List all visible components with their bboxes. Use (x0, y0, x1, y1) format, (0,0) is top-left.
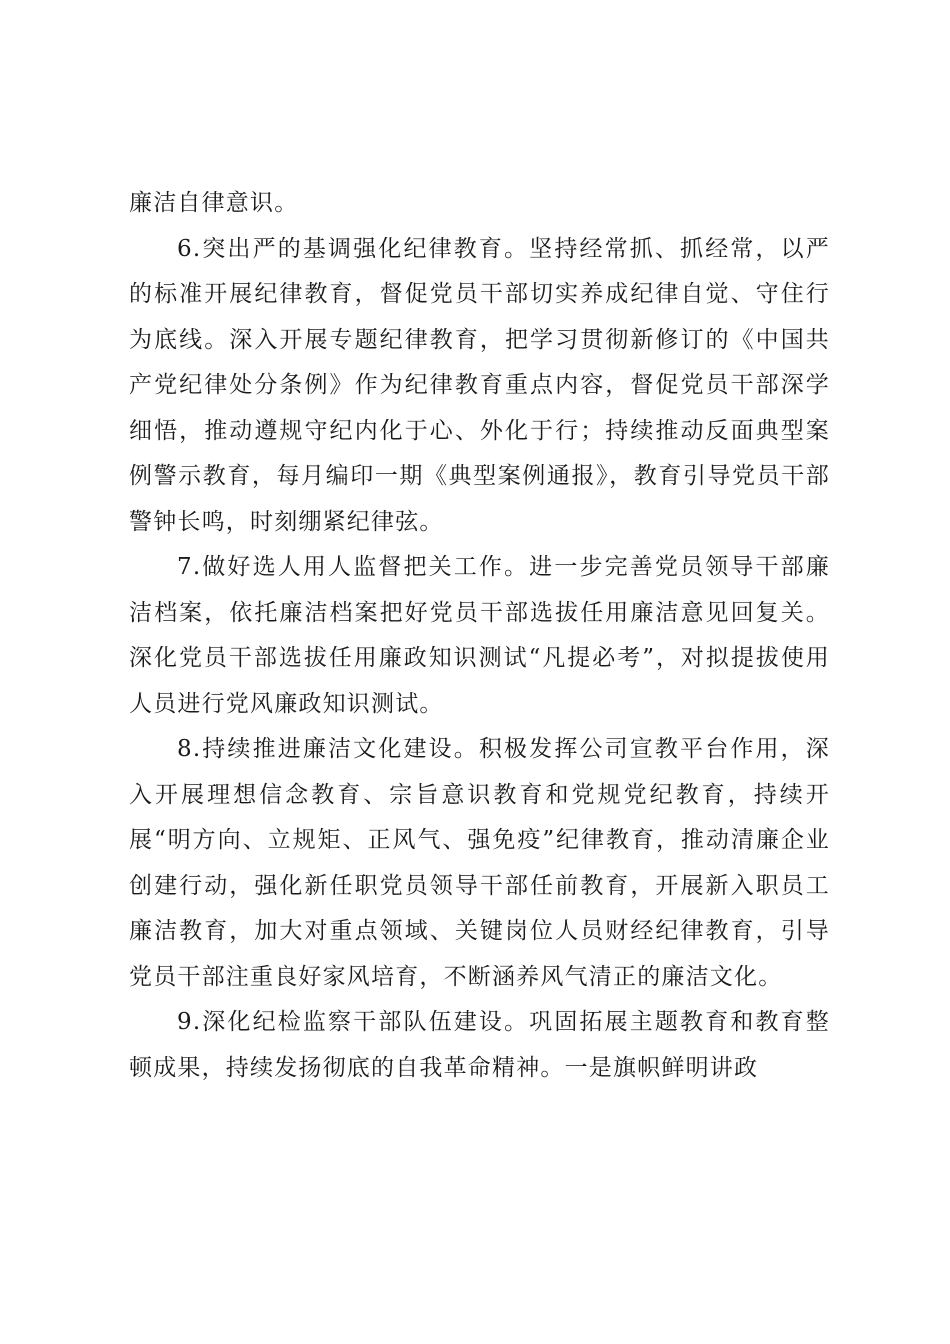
paragraph-item-9: 9.深化纪检监察干部队伍建设。巩固拓展主题教育和教育整顿成果，持续发扬彻底的自我革命精神。一是旗帜鲜明讲政 (129, 1009, 830, 1081)
document-body (129, 181, 830, 1091)
paragraph-item-6: 6.突出严的基调强化纪律教育。坚持经常抓、抓经常，以严的标准开展纪律教育，督促党员干部切实养成纪律自觉、守住行为底线。深入开展专题纪律教育，把学习贯彻新修订的《中国共产党纪律处分条例》作为纪律教育重点内容，督促党员干部深学细悟，推动遵规守纪内化于心、外化于行；持续推动反面典型案例警示教育，每月编印一期《典型案例通报》，教育引导党员干部警钟长鸣，时刻绷紧纪律弦。 (129, 235, 830, 535)
paragraph-item-7: 7.做好选人用人监督把关工作。进一步完善党员领导干部廉洁档案，依托廉洁档案把好党员干部选拔任用廉洁意见回复关。深化党员干部选拔任用廉政知识测试“凡提必考”，对拟提拔使用人员进行党风廉政知识测试。 (129, 554, 830, 717)
paragraph-item-8: 8.持续推进廉洁文化建设。积极发挥公司宣教平台作用，深入开展理想信念教育、宗旨意识教育和党规党纪教育，持续开展“明方向、立规矩、正风气、强免疫”纪律教育，推动清廉企业创建行动，强化新任职党员领导干部任前教育，开展新入职员工廉洁教育，加大对重点领域、关键岗位人员财经纪律教育，引导党员干部注重良好家风培育，不断涵养风气清正的廉洁文化。 (129, 736, 830, 990)
paragraph-continuation: 廉洁自律意识。 (129, 190, 299, 216)
